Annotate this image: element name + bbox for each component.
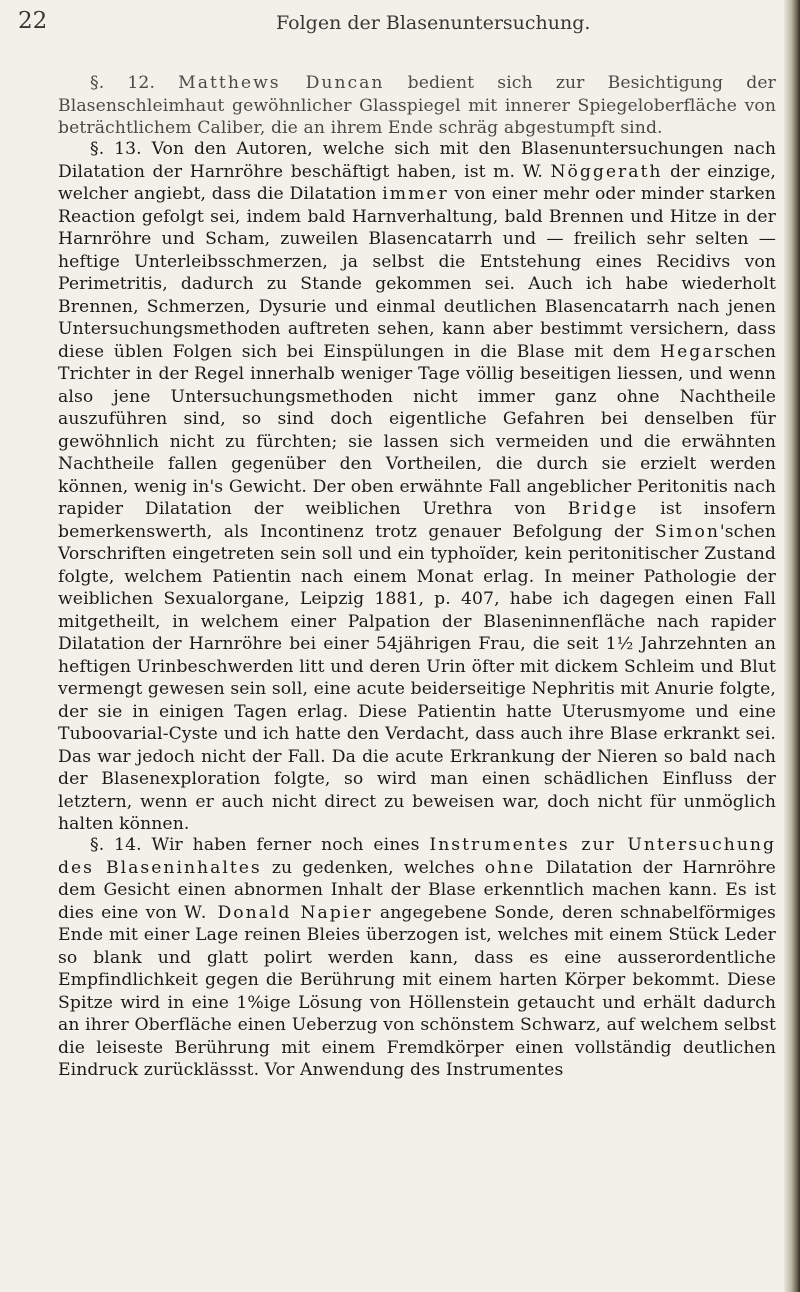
paragraph-13 [58,138,776,836]
emphasis: ohne [484,857,536,878]
paragraph-text: von einer mehr oder minder starken Reaction gefolgt sei, indem bald Harnverhaltung, bald Brennen und Hitze in der Harnröhre und Scham, zuweilen Blasencatarrh und — freilich sehr selten — heftige Unterleibsschmerzen, ja selbst die Entstehung eines Recidivs von Perimetritis, dadurch zu Stande gekommen sei. Auch ich habe wiederholt Brennen, Schmerzen, Dysurie und einmal deutlichen Blasencatarrh nach jenen Untersuchungsmethoden auftreten sehen, kann aber bestimmt versichern, dass diese üblen Folgen sich bei Einspülungen in die Blase mit dem [58,184,776,362]
paragraph-text: Wir haben ferner noch eines [151,835,420,855]
page-header [18,8,778,38]
paragraph-text: zu gedenken, welches [271,857,475,878]
author-name: W. Donald Napier [184,902,373,923]
paragraph-text: schen Trichter in der Regel innerhalb weniger Tage völlig beseitigen liessen, und wenn also jene Untersuchungsmethoden nicht immer ganz ohne Nachtheile auszuführen sind, so sind doch eigentliche Gefahren bei denselben für gewöhnlich nicht zu fürchten; sie lassen sich vermeiden und die erwähnten Nachtheile fallen gegenüber den Vortheilen, die durch sie erzielt werden können, wenig in's Gewicht. Der oben erwähnte Fall angeblicher Peritonitis nach rapider Dilatation der weiblichen Urethra von [58,341,776,519]
author-name: Matthews Duncan [178,73,385,93]
section-number: §. 13. [90,139,142,159]
paragraph-14 [58,834,776,1082]
section-heading: Instrumentes zur Untersuchung des Blaseninhaltes [58,835,776,878]
section-number: §. 12. [90,73,156,93]
page-number: 22 [18,8,48,34]
author-name: Hegar [660,341,725,362]
author-name: Simon [654,521,720,542]
paragraph-12 [58,72,776,140]
emphasis: immer [382,184,449,204]
paragraph-text: ist insofern bemerkenswerth, als Incontinenz trotz genauer Befolgung der [58,499,776,542]
page-edge-shadow [784,0,800,1292]
paragraph-text: 'schen Vorschriften eingetreten sein soll und ein typhoïder, kein peritonitischer Zustand folgte, welchem Patientin nach einem Monat erlag. In meiner Pathologie der weiblichen Sexualorgane, Leipzig 1881, p. 407, habe ich dagegen einen Fall mitgetheilt, in welchem einer Palpation der Blaseninnenfläche nach rapider Dilatation der Harnröhre bei einer 54jährigen Frau, die seit 1½ Jahrzehnten an heftigen Urinbeschwerden litt und deren Urin öfter mit dickem Schleim und Blut vermengt gewesen sein soll, eine acute beiderseitige Nephritis mit Anurie folgte, der sie in einigen Tagen erlag. Diese Patientin hatte Uterusmyome und eine Tuboovarial-Cyste und ich hatte den Verdacht, dass auch ihre Blase erkrankt sei. Das war jedoch nicht der Fall. Da die acute Erkrankung der Nieren so bald nach der Blasenexploration folgte, so wird man einen schädlichen Einfluss der letztern, wenn er auch nicht direct zu beweisen war, doch nicht für unmöglich halten können. [58,521,776,834]
author-name: Bridge [567,499,639,519]
author-name: Nöggerath [550,161,663,182]
section-number: §. 14. [90,835,142,855]
paragraph-text: der einzige, welcher angiebt, dass die Dilatation [58,161,776,204]
paragraph-text: bedient sich zur Besichtigung der Blasenschleimhaut gewöhnlicher Glasspiegel mit innerer Spiegeloberfläche von beträchtlichem Caliber, die an ihrem Ende schräg abgestumpft sind. [58,73,776,138]
paragraph-text: angegebene Sonde, deren schnabelförmiges Ende mit einer Lage reinen Bleies überzogen ist, welches mit einem Stück Leder so blank und glatt polirt werden kann, dass es eine ausserordentliche Empfindlichkeit gegen die Berührung mit einem harten Körper bekommt. Diese Spitze wird in eine 1%ige Lösung von Höllenstein getaucht und erhält dadurch an ihrer Oberfläche einen Ueberzug von schönstem Schwarz, auf welchem selbst die leiseste Berührung mit einem Fremdkörper einen vollständig deutlichen Eindruck zurücklässst. Vor Anwendung des Instrumentes [58,902,776,1080]
paragraph-text: Von den Autoren, welche sich mit den Blasenuntersuchungen nach Dilatation der Harnröhre beschäftigt haben, ist m. W. [58,139,776,182]
running-title: Folgen der Blasenuntersuchung. [276,12,591,34]
paragraph-text: Dilatation der Harnröhre dem Gesicht einen abnormen Inhalt der Blase erkenntlich machen kann. Es ist dies eine von [58,857,776,923]
